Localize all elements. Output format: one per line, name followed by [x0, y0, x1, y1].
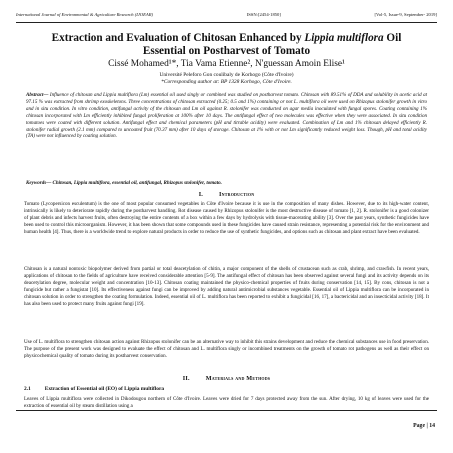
title-text-part1: Extraction and Evaluation of Chitosan Enhanced by: [51, 32, 305, 44]
corresponding-author: *Corresponding author at: BP 1328 Korhogo, Côte d'Ivoire.: [161, 79, 292, 85]
abstract-label: Abstract—: [26, 92, 49, 98]
intro-paragraph-3: Use of L. multiflora to strengthen chitosan action against Rhizopus stolonifer can be an alternative way to inhibit this strains development and reduce the chemical substances use in food preservation. The purpose of the present work was designed to evaluate the effect of chitosan and L. multiflora singly or incombined treatments on the growth of tomato rot pathogens as well as their effect on physicochemical quality of tomato during its postharvest conservation.: [24, 339, 429, 359]
section-heading-methods: [0, 375, 453, 382]
footer-divider: [16, 410, 437, 411]
subsection-number: 2.1: [24, 386, 31, 392]
paper-title: [30, 32, 423, 58]
journal-name: International Journal of Environmental & Agriculture Research (IJOEAR): [16, 11, 154, 17]
affiliation-university: Université Peleforo Gon coulibaly de Korhogo (Côte d'Ivoire): [159, 72, 294, 78]
section-title: Materials and Methods: [205, 375, 271, 382]
intro-paragraph-2: Chitosan is a natural nontoxic biopolymer derived from partial or total deacetylation of chitin, a major component of the shells of crustacean such as crab, shrimp, and crawfish. In recent years, applications of chitosan to the fields of agriculture have received considerable attention [5-9]. The antifungal effect of chitosan has been observed against several fungi and its activity depends on its deacetylation degree, molecular weight and concentration [10-13]. Chitosan coating maintained the physico-chemical properties of fruits during conservation [14, 15]. By cons, chitosan is not a fungicide but rather a fungistat [10]. Its effectiveness against fungi can be improved by adding natural antimicrobial substances vegetable. Essential oil of Lippia multiflora can be incorporated in chitosan solution in order to strengthen the coating formulation. Indeed, essential oil of L. multiflora has been reported to exhibit a fungicidal [16, 17], a bactericidal and an insecticidal activity [18]. It has also been used to protect many fruits against fungi [19].: [24, 266, 429, 307]
methods-paragraph-1: Leaves of Lippia multiflora were collected in Dikodougou northern of Côte d'Ivoire. Leaves were dried for 7 days protected away from the sun. After drying, 10 kg of leaves were used for the extraction of essential oil by steam distillation using a: [24, 396, 429, 409]
volume-issue: [Vol-5, Issue-9, September- 2019]: [374, 11, 437, 17]
subsection-title: Extraction of Essential oil (EO) of Lippia multiflora: [44, 386, 165, 392]
title-text-part2: Oil Essential on Postharvest of Tomato: [142, 32, 402, 57]
header-divider: [16, 22, 437, 23]
section-heading-introduction: [0, 191, 453, 198]
page-number: Page | 14: [413, 423, 435, 429]
abstract: [26, 92, 427, 140]
affiliation-block: [20, 72, 433, 86]
title-species: Lippia multiflora: [304, 32, 384, 44]
abstract-text: Influence of chitosan and Lippia multiflora (Lm) essential oil used singly or combined was studied on postharvest tomato. Chitosan with 89.51% of DDA and solubility in acetic acid at 97.15 % was extracted from shrimp exoskeletons. Three concentrations of chitosan extracted (0.25; 0.5 and 1%) containing or not L. multiflora oil were used on Rhizopus stolonifer growth in vitro and in situ condition. In vitro condition, antifungal activity of the chitosan and Lm oil against R. stolonifer was conducted on agar media inoculated with fungal spores. Coating containing 1% chitosan incorporated with Lm efficiently inhibited fungal proliferation at 100% after 10 days. The antifungal effect of two molecules was effective when they were associated. In situ condition tomatoes were coated with different solution. Antifungal effect and chemical parameters (pH and titrable acidity) were evaluated. Combination of Lm and 1% chitosan delayed efficiently R. stolonifer radial growth (2.1 mm) compared to uncoated fruit (70.37 mm) after 10 days of storage. Chitosan at 1% with or not Lm significantly reduced weight loss. Though, pH and total acidity (TA) were not influenced by coating solution.: [26, 92, 427, 140]
section-title: Introduction: [219, 191, 255, 198]
issn: ISSN:[2454-1850]: [246, 11, 281, 17]
author-list: Cissé Mohamed¹*, Tia Vama Etienne², N'guessan Amoin Elise¹: [108, 59, 345, 69]
section-number: I.: [198, 191, 204, 198]
section-number: II.: [182, 375, 190, 382]
subsection-heading: [24, 386, 429, 392]
intro-paragraph-1: Tomato (Lycopersicon esculentum) is the one of most popular consumed vegetables in Côte d'Ivoire because it is use in the composition of many dishes. However, due to its high-water content, intrinsically is likely to deteriorate rapidly during the postharvest handling. Rot disease caused by Rhizopus stolonifer is the most destructive disease of tomato [1, 2]. R. stolonifer is a good colonizer of plant debris and infects harvest fruits, often destroying the entire contents of a box within a few days by hydrolysis with tissue-macerating ability [3]. Over the past years, synthetic fungicides have been used to control this microorganism. However, it has been shown that some compounds used in these fungicides have caused strain resistance, representing a potential risk for the environment and human health [4]. Thus, there is a worldwide trend to explore natural products in order to reduce the use of synthetic fungicides, and options such as chitosan and plant extract have been evaluated.: [24, 201, 429, 235]
keywords: Keywords— Chitosan, Lippia multiflora, essential oil, antifungal, Rhizopus stolonifer, tomato.: [26, 180, 222, 186]
running-header: [16, 10, 437, 20]
